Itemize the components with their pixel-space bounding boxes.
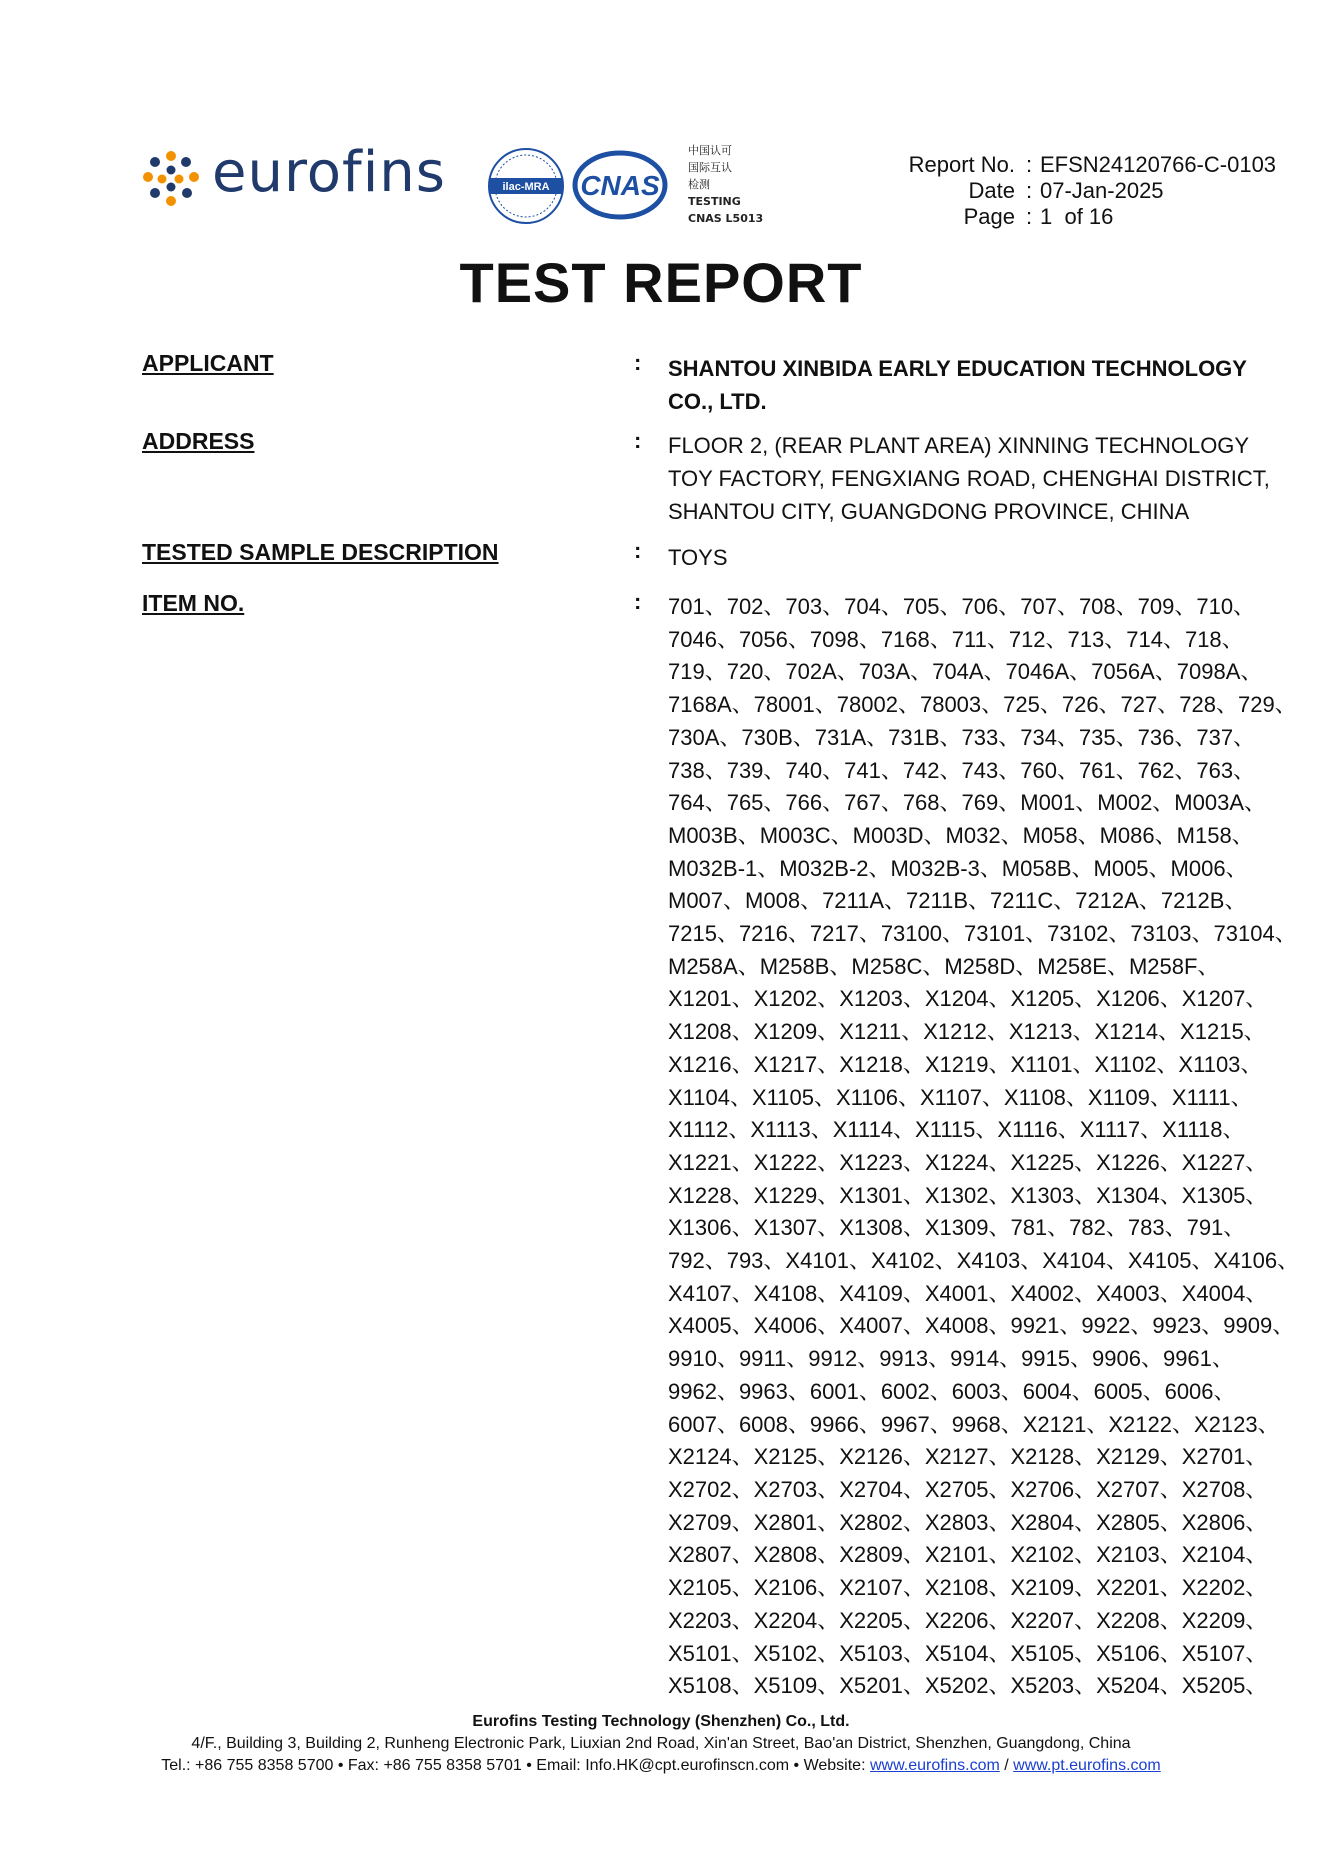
item-no-list (668, 591, 1308, 1703)
colon: : (634, 350, 642, 375)
logo-text: eurofins (212, 140, 446, 205)
item-no-line: 7168A、78001、78002、78003、725、726、727、728、729、 (668, 692, 1297, 718)
item-no-line: X1104、X1105、X1106、X1107、X1108、X1109、X1111、 (668, 1084, 1253, 1110)
accreditation-line: CNAS L5013 (688, 212, 764, 225)
cnas-label: CNAS (580, 170, 660, 201)
applicant-value (668, 352, 1288, 418)
colon: : (1026, 152, 1033, 177)
address-line: FLOOR 2, (REAR PLANT AREA) XINNING TECHNOLOGY (668, 433, 1250, 458)
item-no-line: M003B、M003C、M003D、M032、M058、M086、M158、 (668, 822, 1254, 848)
item-no-line: 7046、7056、7098、7168、711、712、713、714、718、 (668, 626, 1244, 652)
pt-eurofins-website-link[interactable]: www.pt.eurofins.com (1013, 1757, 1161, 1774)
footer-contact-text: Tel.: +86 755 8358 5700 • Fax: +86 755 8358 5701 • Email: Info.HK@cpt.eurofinscn.com • Website: (161, 1757, 870, 1774)
item-no-line: 792、793、X4101、X4102、X4103、X4104、X4105、X4106、 (668, 1248, 1300, 1274)
item-no-line: 764、765、766、767、768、769、M001、M002、M003A、 (668, 790, 1267, 816)
page-title: TEST REPORT (459, 251, 863, 314)
item-no-line: X2203、X2204、X2205、X2206、X2207、X2208、X2209、 (668, 1607, 1268, 1633)
item-no-line: X1306、X1307、X1308、X1309、781、782、783、791、 (668, 1215, 1246, 1241)
item-no-line: 7215、7216、7217、73100、73101、73102、73103、73104、 (668, 921, 1297, 947)
colon: : (634, 589, 642, 614)
colon: : (634, 428, 642, 453)
accreditation-line: 国际互认 (688, 161, 732, 174)
item-no-line: 738、739、740、741、742、743、760、761、762、763、 (668, 757, 1256, 783)
applicant-label: APPLICANT (142, 350, 274, 376)
address-line: SHANTOU CITY, GUANGDONG PROVINCE, CHINA (668, 499, 1190, 524)
item-no-label: ITEM NO. (142, 590, 245, 616)
item-no-line: X2105、X2106、X2107、X2108、X2109、X2201、X2202、 (668, 1575, 1268, 1601)
address-label: ADDRESS (142, 428, 255, 454)
item-no-line: X1208、X1209、X1211、X1212、X1213、X1214、X1215、 (668, 1019, 1266, 1045)
sample-description-label: TESTED SAMPLE DESCRIPTION (142, 539, 499, 565)
sample-description-value: TOYS (668, 545, 728, 570)
accreditation-line: 检测 (688, 178, 710, 191)
item-no-line: X2702、X2703、X2704、X2705、X2706、X2707、X2708、 (668, 1476, 1268, 1502)
eurofins-dots-icon (140, 148, 202, 210)
address-value (668, 429, 1288, 528)
colon: : (1026, 204, 1033, 229)
report-no-value: EFSN24120766-C-0103 (1040, 152, 1277, 177)
footer-contact (0, 1755, 1322, 1777)
applicant-line: CO., LTD. (668, 389, 767, 414)
item-no-line: 9962、9963、6001、6002、6003、6004、6005、6006、 (668, 1378, 1236, 1404)
footer-separator: / (999, 1757, 1014, 1774)
cnas-icon (572, 150, 668, 220)
item-no-line: 719、720、702A、703A、704A、7046A、7056A、7098A、 (668, 659, 1263, 685)
item-no-line: X2709、X2801、X2802、X2803、X2804、X2805、X2806、 (668, 1509, 1268, 1535)
colon: : (1026, 178, 1033, 203)
footer (0, 1711, 1322, 1777)
accreditation-marks (486, 146, 766, 226)
eurofins-website-link[interactable]: www.eurofins.com (869, 1757, 1000, 1774)
item-no-line: X1112、X1113、X1114、X1115、X1116、X1117、X1118、 (668, 1117, 1245, 1143)
eurofins-logo (140, 140, 446, 216)
date-label: Date (968, 178, 1015, 203)
item-no-line: 9910、9911、9912、9913、9914、9915、9906、9961、 (668, 1346, 1234, 1372)
ilac-mra-label: ilac-MRA (502, 181, 550, 193)
accreditation-line: 中国认可 (688, 144, 732, 157)
item-no-line: M032B-1、M032B-2、M032B-3、M058B、M005、M006、 (668, 855, 1248, 881)
item-no-line: X4005、X4006、X4007、X4008、9921、9922、9923、9909、 (668, 1313, 1295, 1339)
accreditation-line: TESTING (688, 195, 741, 208)
item-no-line: X5108、X5109、X5201、X5202、X5203、X5204、X5205、 (668, 1673, 1268, 1699)
accreditation-text (688, 142, 763, 227)
item-no-line: 6007、6008、9966、9967、9968、X2121、X2122、X2123、 (668, 1411, 1280, 1437)
date-value: 07-Jan-2025 (1040, 178, 1164, 203)
item-no-line: M258A、M258B、M258C、M258D、M258E、M258F、 (668, 953, 1220, 979)
address-line: TOY FACTORY, FENGXIANG ROAD, CHENGHAI DISTRICT, (668, 466, 1270, 491)
item-no-line: X1201、X1202、X1203、X1204、X1205、X1206、X1207、 (668, 986, 1268, 1012)
footer-company: Eurofins Testing Technology (Shenzhen) Co., Ltd. (472, 1713, 850, 1730)
item-no-line: X5101、X5102、X5103、X5104、X5105、X5106、X5107、 (668, 1640, 1268, 1666)
page-value: 1 of 16 (1040, 204, 1114, 229)
item-no-line: X1228、X1229、X1301、X1302、X1303、X1304、X1305、 (668, 1182, 1268, 1208)
item-no-line: 730A、730B、731A、731B、733、734、735、736、737、 (668, 724, 1256, 750)
applicant-line: SHANTOU XINBIDA EARLY EDUCATION TECHNOLOGY (668, 356, 1247, 381)
footer-address: 4/F., Building 3, Building 2, Runheng Electronic Park, Liuxian 2nd Road, Xin'an Street, Bao'an District, Shenzhen, Guangdong, China (191, 1735, 1131, 1752)
item-no-line: X4107、X4108、X4109、X4001、X4002、X4003、X4004、 (668, 1280, 1268, 1306)
item-no-line: X1216、X1217、X1218、X1219、X1101、X1102、X1103、 (668, 1051, 1263, 1077)
item-no-line: X1221、X1222、X1223、X1224、X1225、X1226、X1227、 (668, 1149, 1268, 1175)
ilac-mra-icon (486, 146, 566, 226)
report-no-label: Report No. (908, 152, 1015, 177)
item-no-line: X2124、X2125、X2126、X2127、X2128、X2129、X2701、 (668, 1444, 1268, 1470)
page-label: Page (963, 204, 1015, 229)
item-no-line: M007、M008、7211A、7211B、7211C、7212A、7212B、 (668, 888, 1247, 914)
item-no-line: X2807、X2808、X2809、X2101、X2102、X2103、X2104、 (668, 1542, 1268, 1568)
item-no-line: 701、702、703、704、705、706、707、708、709、710、 (668, 594, 1256, 619)
colon: : (634, 538, 642, 563)
